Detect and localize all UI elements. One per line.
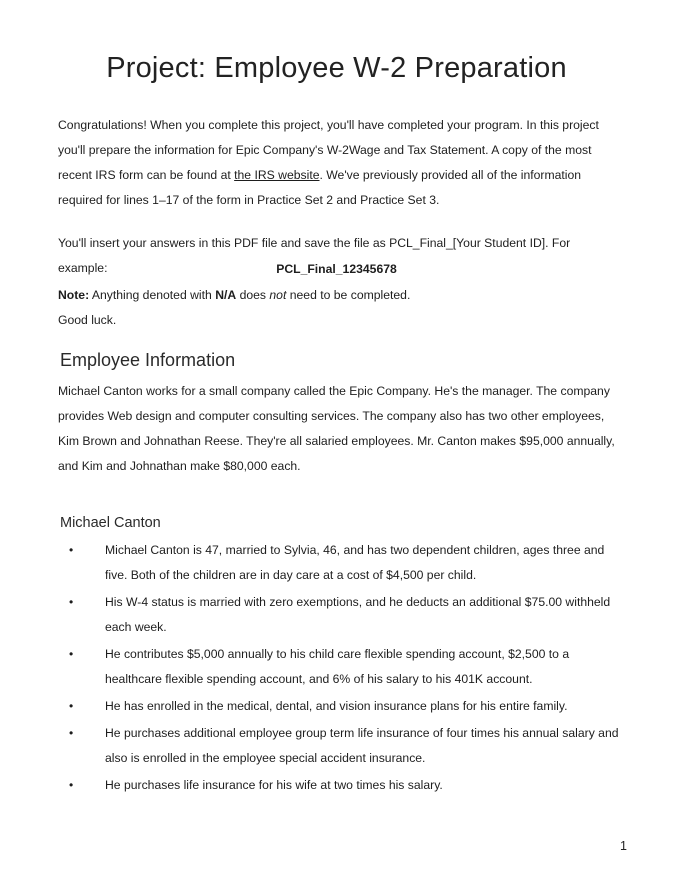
- note-text: Anything denoted with: [89, 288, 216, 302]
- list-item: [60, 590, 620, 640]
- note-paragraph: [58, 283, 618, 333]
- good-luck-text: Good luck.: [58, 313, 117, 327]
- employee-information-heading: Employee Information: [60, 350, 236, 370]
- employee-information-paragraph: Michael Canton works for a small company called the Epic Company. He's the manager. The company provides Web design and computer consulting services. The company also has two other employees, Kim Brown and Johnathan Reese. They're all salaried employees. Mr. Canton makes $95,000 annually, and Kim and Johnathan make $80,000 each.: [58, 384, 615, 473]
- bullet-icon: •: [69, 595, 74, 609]
- list-item: [60, 721, 620, 771]
- intro-paragraph: [58, 113, 618, 213]
- page-title: Project: Employee W-2 Preparation: [106, 52, 567, 84]
- irs-website-link[interactable]: the IRS website: [234, 168, 320, 182]
- instructions-paragraph: You'll insert your answers in this PDF file and save the file as PCL_Final_[Your Student ID]. For example:: [58, 236, 571, 275]
- list-item: [60, 773, 620, 798]
- note-text: does: [236, 288, 270, 302]
- example-filename: PCL_Final_12345678: [276, 262, 397, 276]
- bullet-text: His W-4 status is married with zero exemptions, and he deducts an additional $75.00 withheld each week.: [105, 595, 611, 634]
- not-emphasis: not: [269, 288, 287, 302]
- list-item: [60, 538, 620, 588]
- bullet-icon: •: [69, 778, 74, 792]
- michael-canton-heading: Michael Canton: [60, 515, 161, 531]
- bullet-text: He purchases additional employee group term life insurance of four times his annual salary and also is enrolled in the employee special accident insurance.: [105, 726, 619, 765]
- na-label: N/A: [215, 288, 237, 302]
- intro-text-end: . We've previously provided all of the information required for lines 1–17 of the form in Practice Set 2 and Practice Set 3.: [58, 168, 582, 207]
- intro-text-start: Congratulations! When you complete this project, you'll have completed your program. In this project you'll prepare the information for Epic Company's W-2Wage and Tax Statement. A copy of the most recent IRS form can be found at: [58, 118, 599, 182]
- bullet-icon: •: [69, 543, 74, 557]
- list-item: [60, 694, 620, 719]
- bullet-text: He has enrolled in the medical, dental, and vision insurance plans for his entire family.: [105, 699, 568, 713]
- bullet-icon: •: [69, 647, 74, 661]
- bullet-text: He purchases life insurance for his wife at two times his salary.: [105, 778, 443, 792]
- note-label: Note:: [58, 288, 90, 302]
- michael-canton-bullet-list: [60, 538, 620, 800]
- bullet-text: Michael Canton is 47, married to Sylvia, 46, and has two dependent children, ages three and five. Both of the children are in day care at a cost of $4,500 per child.: [105, 543, 605, 582]
- note-text: need to be completed.: [286, 288, 411, 302]
- page-number: 1: [620, 839, 627, 853]
- bullet-icon: •: [69, 699, 74, 713]
- list-item: [60, 642, 620, 692]
- bullet-text: He contributes $5,000 annually to his child care flexible spending account, $2,500 to a healthcare flexible spending account, and 6% of his salary to his 401K account.: [105, 647, 570, 686]
- bullet-icon: •: [69, 726, 74, 740]
